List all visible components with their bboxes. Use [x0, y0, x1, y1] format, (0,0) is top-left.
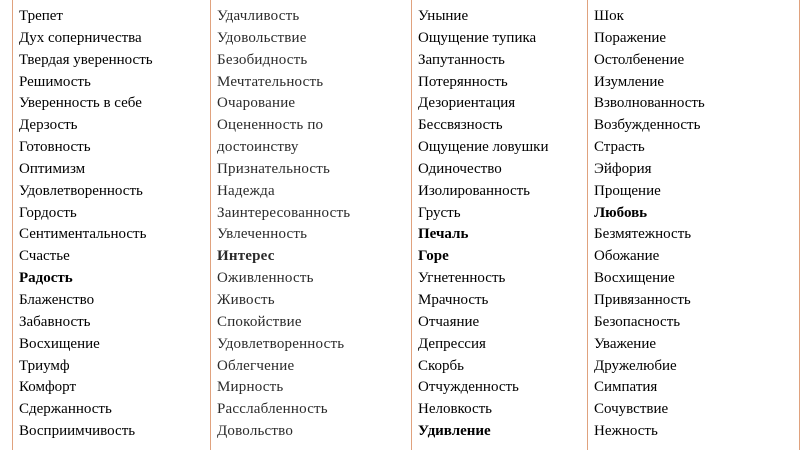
emotions-column-3 [411, 0, 587, 450]
emotion-word: Сочувствие [594, 401, 669, 418]
emotion-word: Ощущение тупика [418, 29, 537, 46]
emotion-word: Отчаяние [418, 313, 480, 330]
emotion-word: Облегчение [217, 357, 295, 374]
emotion-word: Восприимчивость [19, 423, 136, 440]
emotion-word: Гордость [19, 204, 77, 221]
emotion-word: Депрессия [418, 335, 486, 352]
emotion-word: Твердая уверенность [19, 51, 153, 68]
emotion-word: Трепет [19, 8, 63, 24]
emotion-word: достоинству [217, 139, 299, 156]
emotion-word: Уверенность в себе [19, 95, 142, 112]
emotion-word: Нежность [594, 423, 658, 440]
emotion-word: Живость [217, 291, 275, 308]
emotion-word: Страсть [594, 139, 645, 156]
emotion-word: Решимость [19, 73, 91, 90]
emotion-word: Удовлетворенность [217, 335, 345, 352]
emotion-word: Остолбенение [594, 51, 685, 68]
emotion-word: Безмятежность [594, 226, 692, 243]
emotion-word: Одиночество [418, 160, 502, 177]
emotion-word: Возбужденность [594, 117, 701, 134]
emotion-word: Надежда [217, 182, 275, 199]
emotion-word: Изумление [594, 73, 665, 90]
emotion-word: Спокойствие [217, 313, 302, 330]
emotion-word: Уныние [418, 8, 469, 24]
emotion-word: Неловкость [418, 401, 493, 418]
emotion-word: Привязанность [594, 291, 691, 308]
emotion-word: Счастье [19, 248, 70, 265]
emotion-word: Увлеченность [217, 226, 308, 243]
emotion-word: Угнетенность [418, 270, 506, 287]
emotion-word: Прощение [594, 182, 661, 199]
emotion-word: Изолированность [418, 182, 531, 199]
emotion-word: Готовность [19, 139, 91, 156]
emotions-column-1 [13, 0, 210, 450]
emotion-word: Мирность [217, 379, 284, 396]
emotion-word: Ощущение ловушки [418, 139, 549, 156]
emotion-category-heading: Интерес [217, 248, 275, 265]
emotions-table [12, 0, 800, 450]
emotion-word: Дружелюбие [594, 357, 677, 374]
emotion-word: Очарование [217, 95, 296, 112]
emotion-word: Удовлетворенность [19, 182, 143, 199]
emotion-word: Грусть [418, 204, 461, 221]
emotion-word: Уважение [594, 335, 657, 352]
emotion-word: Поражение [594, 29, 667, 46]
emotion-word: Признательность [217, 160, 331, 177]
emotion-word: Обожание [594, 248, 660, 265]
emotion-word: Отчужденность [418, 379, 519, 396]
emotion-category-heading: Горе [418, 248, 449, 265]
emotion-word: Заинтересованность [217, 204, 351, 221]
emotion-word: Мрачность [418, 291, 489, 308]
emotion-word: Мечтательность [217, 73, 324, 90]
emotions-column-4 [587, 0, 799, 450]
emotion-word: Безобидность [217, 51, 308, 68]
emotion-category-heading: Удивление [418, 423, 491, 440]
emotion-word: Бессвязность [418, 117, 503, 134]
emotion-word: Триумф [19, 357, 70, 374]
emotion-word: Безопасность [594, 313, 681, 330]
emotion-word: Восхищение [19, 335, 100, 352]
emotion-category-heading: Печаль [418, 226, 469, 243]
emotion-word: Скорбь [418, 357, 465, 374]
emotion-word: Взволнованность [594, 95, 705, 112]
emotion-word: Восхищение [594, 270, 675, 287]
emotion-word: Дерзость [19, 117, 78, 134]
emotions-column-2 [210, 0, 411, 450]
emotion-word: Потерянность [418, 73, 508, 90]
emotion-word: Шок [594, 8, 624, 24]
emotion-word: Сентиментальность [19, 226, 147, 243]
emotion-word: Забавность [19, 313, 91, 330]
emotion-word: Запутанность [418, 51, 505, 68]
emotion-word: Удачливость [217, 8, 300, 24]
emotion-word: Симпатия [594, 379, 658, 396]
emotion-word: Сдержанность [19, 401, 112, 418]
emotion-word: Дезориентация [418, 95, 516, 112]
emotion-word: Оптимизм [19, 160, 86, 177]
emotion-word: Оживленность [217, 270, 314, 287]
emotion-word: Довольство [217, 423, 294, 440]
emotion-category-heading: Радость [19, 270, 73, 287]
emotion-word: Оцененность по [217, 117, 324, 134]
emotion-word: Дух соперничества [19, 29, 142, 46]
emotion-word: Удовольствие [217, 29, 307, 46]
emotion-word: Комфорт [19, 379, 77, 396]
emotion-word: Блаженство [19, 291, 95, 308]
emotion-category-heading: Любовь [594, 204, 648, 221]
emotion-word: Расслабленность [217, 401, 328, 418]
emotion-word: Эйфория [594, 160, 652, 177]
